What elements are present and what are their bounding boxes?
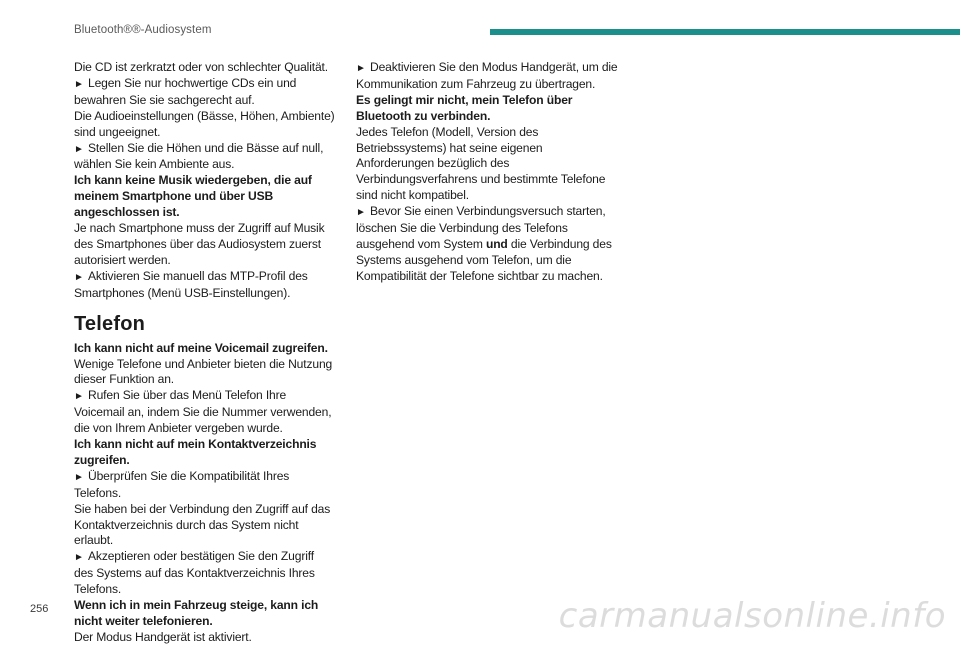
paragraph-text: Die Audioeinstellungen (Bässe, Höhen, Ambiente) sind ungeeignet.: [74, 108, 335, 139]
paragraph-text: Je nach Smartphone muss der Zugriff auf Musik des Smartphones über das Audiosystem zuerst autorisiert werden.: [74, 221, 325, 267]
question-heading: [74, 598, 336, 630]
paragraph-text: Die CD ist zerkratzt oder von schlechter Qualität.: [74, 60, 328, 74]
question-heading: [74, 173, 336, 221]
paragraph-bullet: [74, 269, 336, 302]
telefon-paragraphs: [74, 341, 336, 646]
paragraph-bullet: [74, 549, 336, 598]
paragraph: Jedes Telefon (Modell, Version des Betriebssystems) hat seine eigenen Anforderungen bezüglich des Verbindungsverfahrens und bestimmte Telefone sind nicht kompatibel.: [356, 124, 606, 203]
paragraph-text: Rufen Sie über das Menü Telefon Ihre Voicemail an, indem Sie die Nummer verwenden, die von Ihrem Anbieter vergeben wurde.: [74, 388, 332, 436]
paragraph: [74, 109, 336, 141]
paragraph-text: Wenn ich in mein Fahrzeug steige, kann ich nicht weiter telefonieren.: [74, 598, 319, 628]
paragraph-text: Legen Sie nur hochwertige CDs ein und bewahren Sie sie sachgerecht auf.: [74, 75, 297, 107]
question-heading: [74, 437, 336, 469]
paragraph-text: Sie haben bei der Verbindung den Zugriff auf das Kontaktverzeichnis durch das System nicht erlaubt.: [74, 501, 331, 548]
question-heading: Es gelingt mir nicht, mein Telefon über Bluetooth zu verbinden.: [356, 92, 573, 123]
arrow-bullet-icon: ►: [74, 271, 84, 283]
question-heading: [74, 341, 336, 357]
paragraph-text: Aktivieren Sie manuell das MTP-Profil des Smartphones (Menü USB-Einstellungen).: [74, 268, 308, 300]
paragraph-bullet: [74, 76, 336, 109]
paragraph: [74, 60, 336, 76]
header-title: Bluetooth®®-Audiosystem: [74, 24, 212, 36]
paragraph-text: Ich kann nicht auf mein Kontaktverzeichnis zugreifen.: [74, 437, 317, 467]
right-column: [356, 60, 618, 285]
arrow-bullet-icon: ►: [356, 63, 366, 74]
paragraph-bullet: [356, 60, 618, 93]
header-accent-bar: [490, 29, 960, 35]
watermark: carmanualsonline.info: [558, 596, 946, 636]
arrow-bullet-icon: ►: [74, 391, 84, 403]
arrow-bullet-icon: ►: [74, 78, 84, 90]
section-title-telefon: Telefon: [74, 312, 146, 335]
paragraph: [74, 221, 336, 269]
left-column: [74, 60, 336, 646]
arrow-bullet-icon: ►: [74, 471, 84, 483]
arrow-bullet-icon: ►: [356, 207, 366, 219]
paragraph: [74, 357, 336, 389]
paragraph-text: Ich kann nicht auf meine Voicemail zugreifen.: [74, 340, 328, 355]
paragraph-text: Wenige Telefone und Anbieter bieten die Nutzung dieser Funktion an.: [74, 356, 333, 387]
paragraph: [74, 502, 336, 550]
paragraph-bullet: [74, 388, 336, 437]
intro-paragraphs: [74, 60, 336, 302]
arrow-bullet-icon: ►: [74, 143, 84, 155]
emphasis-text: und: [485, 236, 508, 251]
paragraph-text: Bevor Sie einen Verbindungsversuch starten, löschen Sie die Verbindung des Telefons ausgehend vom System: [356, 204, 606, 251]
paragraph-text: Ich kann keine Musik wiedergeben, die auf meinem Smartphone und über USB angeschlossen ist.: [74, 173, 312, 220]
paragraph-text: Deaktivieren Sie den Modus Handgerät, um die Kommunikation zum Fahrzeug zu übertragen.: [356, 60, 618, 91]
paragraph-text: Der Modus Handgerät ist aktiviert.: [74, 629, 252, 644]
paragraph: [74, 630, 336, 646]
paragraph-bullet: [74, 469, 336, 502]
arrow-bullet-icon: ►: [74, 552, 84, 564]
page-number: 256: [30, 603, 49, 615]
paragraph-text: Akzeptieren oder bestätigen Sie den Zugriff des Systems auf das Kontaktverzeichnis Ihres Telefons.: [74, 549, 315, 597]
paragraph-text: Stellen Sie die Höhen und die Bässe auf null, wählen Sie kein Ambiente aus.: [74, 140, 324, 172]
paragraph-bullet: [74, 141, 336, 174]
paragraph-text: die Verbindung des Systems ausgehend vom Telefon, um die Kompatibilität der Telefone sichtbar zu machen.: [356, 236, 612, 283]
paragraph-text: Überprüfen Sie die Kompatibilität Ihres Telefons.: [74, 468, 290, 500]
paragraph-bullet: [356, 204, 618, 285]
